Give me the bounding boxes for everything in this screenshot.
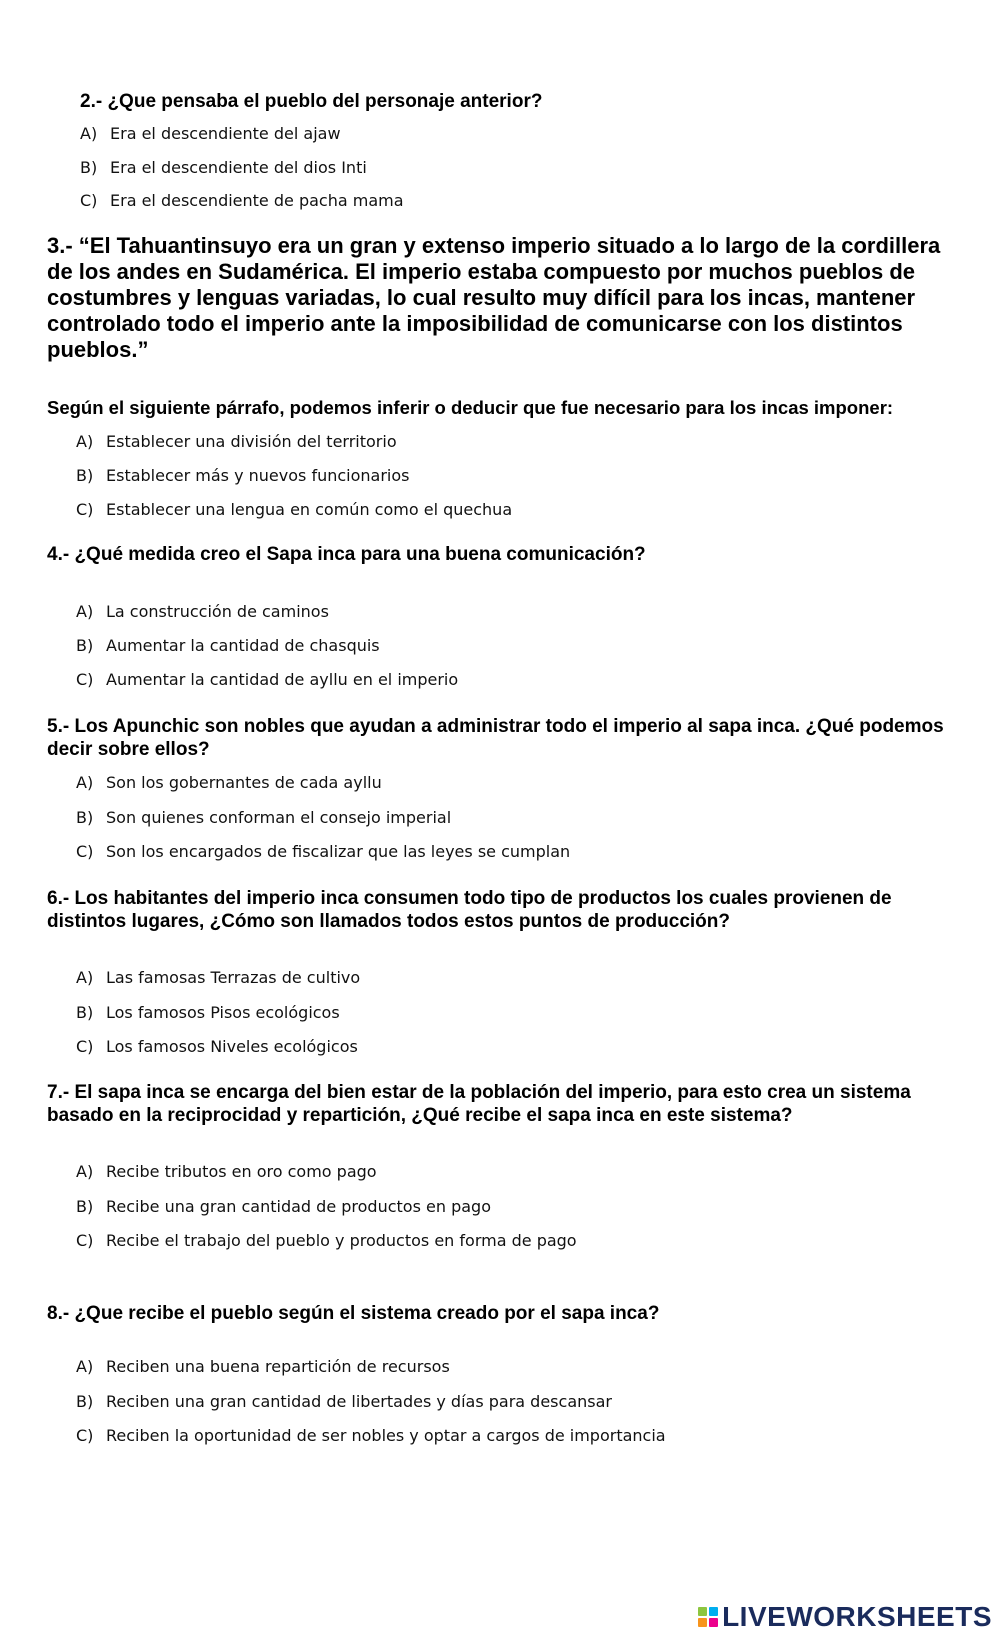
question-2-option-a[interactable] [80, 124, 341, 144]
logo-square [709, 1618, 718, 1627]
question-7-option-c[interactable] [76, 1231, 577, 1251]
liveworksheets-brand [698, 1601, 992, 1633]
question-6-option-c[interactable] [76, 1037, 358, 1057]
option-letter: A) [76, 1357, 94, 1376]
option-letter: A) [76, 773, 94, 792]
option-text: Establecer más y nuevos funcionarios [106, 466, 410, 485]
option-letter: A) [76, 968, 94, 987]
question-5-title: 5.- Los Apunchic son nobles que ayudan a administrar todo el imperio al sapa inca. ¿Qué podemos decir sobre ellos? [47, 716, 944, 760]
question-5-option-a[interactable] [76, 773, 382, 793]
option-letter: B) [76, 1197, 94, 1216]
option-text: Reciben la oportunidad de ser nobles y optar a cargos de importancia [106, 1426, 666, 1445]
question-2-option-c[interactable] [80, 191, 404, 211]
question-4-title: 4.- ¿Qué medida creo el Sapa inca para una buena comunicación? [47, 544, 646, 565]
option-text: Los famosos Niveles ecológicos [106, 1037, 358, 1056]
question-7-title: 7.- El sapa inca se encarga del bien estar de la población del imperio, para esto crea un sistema basado en la reciprocidad y repartición, ¿Qué recibe el sapa inca en este sistema? [47, 1082, 911, 1126]
option-text: Aumentar la cantidad de ayllu en el imperio [106, 670, 459, 689]
option-letter: A) [76, 602, 94, 621]
option-letter: C) [76, 1037, 94, 1056]
question-6-title: 6.- Los habitantes del imperio inca consumen todo tipo de productos los cuales provienen de distintos lugares, ¿Cómo son llamados todos estos puntos de producción? [47, 888, 892, 932]
question-8-option-a[interactable] [76, 1357, 450, 1377]
question-3-option-b[interactable] [76, 466, 409, 486]
option-text: Son los encargados de fiscalizar que las leyes se cumplan [106, 842, 571, 861]
question-4-option-b[interactable] [76, 636, 380, 656]
logo-square [709, 1607, 718, 1616]
option-letter: B) [76, 808, 94, 827]
option-text: Era el descendiente de pacha mama [110, 191, 404, 210]
option-text: Reciben una buena repartición de recursos [106, 1357, 450, 1376]
option-letter: B) [76, 636, 94, 655]
question-4-option-c[interactable] [76, 670, 458, 690]
option-letter: B) [76, 1392, 94, 1411]
question-3-option-c[interactable] [76, 500, 512, 520]
question-3-passage: 3.- “El Tahuantinsuyo era un gran y extenso imperio situado a lo largo de la cordillera de los andes en Sudamérica. El imperio estaba compuesto por muchos pueblos de costumbres y lenguas variadas, lo cual resulto muy difícil para los incas, mantener controlado todo el imperio ante la imposibilidad de comunicarse con los distintos pueblos.” [47, 233, 941, 362]
option-letter: B) [80, 158, 98, 177]
option-text: Recibe una gran cantidad de productos en pago [106, 1197, 491, 1216]
option-text: Son quienes conforman el consejo imperial [106, 808, 452, 827]
option-letter: C) [76, 500, 94, 519]
option-text: Recibe tributos en oro como pago [106, 1162, 377, 1181]
option-text: Establecer una lengua en común como el quechua [106, 500, 513, 519]
option-text: La construcción de caminos [106, 602, 329, 621]
option-letter: C) [76, 1231, 94, 1250]
question-7-option-a[interactable] [76, 1162, 377, 1182]
question-6-option-b[interactable] [76, 1003, 340, 1023]
option-text: Recibe el trabajo del pueblo y productos en forma de pago [106, 1231, 577, 1250]
option-text: Aumentar la cantidad de chasquis [106, 636, 380, 655]
logo-square [698, 1618, 707, 1627]
question-8-option-b[interactable] [76, 1392, 612, 1412]
option-text: Son los gobernantes de cada ayllu [106, 773, 382, 792]
brand-name: LIVEWORKSHEETS [722, 1601, 992, 1632]
question-2-option-b[interactable] [80, 158, 367, 178]
question-2-title: 2.- ¿Que pensaba el pueblo del personaje anterior? [80, 91, 543, 112]
liveworksheets-logo-icon [698, 1607, 718, 1627]
option-letter: C) [80, 191, 98, 210]
option-letter: C) [76, 670, 94, 689]
question-6-option-a[interactable] [76, 968, 360, 988]
logo-square [698, 1607, 707, 1616]
question-5-option-c[interactable] [76, 842, 570, 862]
question-8-title: 8.- ¿Que recibe el pueblo según el sistema creado por el sapa inca? [47, 1303, 660, 1324]
question-8-option-c[interactable] [76, 1426, 666, 1446]
option-text: Era el descendiente del ajaw [110, 124, 341, 143]
option-letter: C) [76, 1426, 94, 1445]
option-text: Era el descendiente del dios Inti [110, 158, 367, 177]
question-3-prompt: Según el siguiente párrafo, podemos inferir o deducir que fue necesario para los incas imponer: [47, 397, 894, 418]
option-text: Establecer una división del territorio [106, 432, 397, 451]
option-letter: A) [80, 124, 98, 143]
question-7-option-b[interactable] [76, 1197, 491, 1217]
option-letter: B) [76, 466, 94, 485]
option-text: Reciben una gran cantidad de libertades y días para descansar [106, 1392, 612, 1411]
option-letter: C) [76, 842, 94, 861]
question-5-option-b[interactable] [76, 808, 451, 828]
question-4-option-a[interactable] [76, 602, 329, 622]
option-letter: A) [76, 432, 94, 451]
option-letter: A) [76, 1162, 94, 1181]
question-3-option-a[interactable] [76, 432, 397, 452]
option-text: Las famosas Terrazas de cultivo [106, 968, 361, 987]
option-letter: B) [76, 1003, 94, 1022]
option-text: Los famosos Pisos ecológicos [106, 1003, 340, 1022]
